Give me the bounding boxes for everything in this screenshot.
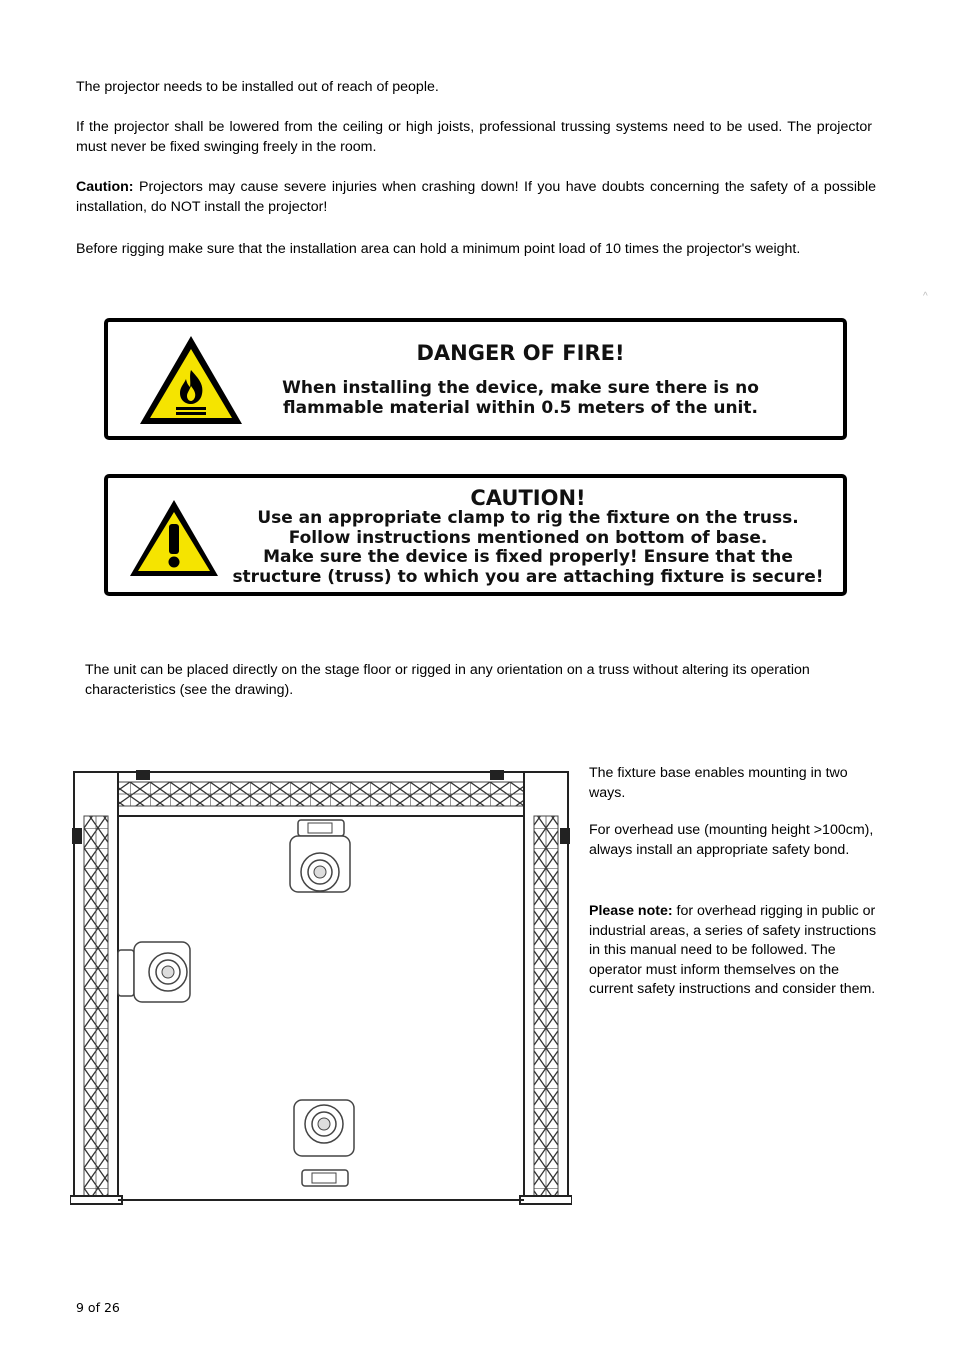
caution-line4: structure (truss) to which you are attaching fixture is secure! bbox=[232, 566, 824, 587]
paragraph-orientation: The unit can be placed directly on the stage floor or rigged in any orientation on a truss without altering its operation characteristics (see the drawing). bbox=[85, 662, 810, 698]
side-text-mounting: The fixture base enables mounting in two ways. bbox=[589, 765, 848, 801]
paragraph-point-load: Before rigging make sure that the installation area can hold a minimum point load of 10 times the projector's weight. bbox=[76, 241, 801, 257]
page-number: 9 of 26 bbox=[76, 1300, 120, 1315]
fire-warning-line1: When installing the device, make sure there is no bbox=[282, 378, 759, 398]
fire-warning-line2: flammable material within 0.5 meters of the unit. bbox=[283, 398, 758, 418]
exclamation-warning-icon bbox=[126, 496, 222, 580]
caution-line1: Use an appropriate clamp to rig the fixture on the truss. bbox=[257, 508, 799, 528]
fire-warning-box bbox=[104, 318, 847, 440]
caret-icon: ^ bbox=[923, 291, 928, 302]
fixture-floor-standing bbox=[294, 1100, 354, 1186]
caution-warning-box bbox=[104, 474, 847, 596]
paragraph-reach: The projector needs to be installed out of reach of people. bbox=[76, 79, 439, 95]
caution-line3: Make sure the device is fixed properly! Ensure that the bbox=[263, 547, 793, 567]
caution-line2: Follow instructions mentioned on bottom of base. bbox=[288, 527, 768, 548]
caution-title: CAUTION! bbox=[470, 486, 586, 510]
fixture-side-mounted bbox=[118, 942, 190, 1002]
paragraph-caution bbox=[76, 177, 876, 217]
side-text-column bbox=[589, 764, 879, 1000]
flammable-warning-icon bbox=[136, 332, 246, 428]
fire-warning-title: DANGER OF FIRE! bbox=[416, 341, 625, 365]
caution-text: Projectors may cause severe injuries when crashing down! If you have doubts concerning the safety of a possible installation, do NOT install the projector! bbox=[76, 179, 876, 215]
truss-mounting-drawing bbox=[70, 768, 572, 1208]
paragraph-trussing: If the projector shall be lowered from the ceiling or high joists, professional trussing systems need to be used. The projector must never be fixed swinging freely in the room. bbox=[76, 119, 872, 155]
side-text-safety-bond: For overhead use (mounting height >100cm), always install an appropriate safety bond. bbox=[589, 822, 874, 858]
note-text: for overhead rigging in public or industrial areas, a series of safety instructions in this manual need to be followed. The operator must inform themselves on the current safety instructions and consider them. bbox=[589, 903, 877, 997]
note-label: Please note: bbox=[589, 903, 673, 919]
caution-label: Caution: bbox=[76, 179, 134, 195]
fixture-hanging-top bbox=[290, 820, 350, 892]
side-text-note bbox=[589, 902, 879, 1000]
